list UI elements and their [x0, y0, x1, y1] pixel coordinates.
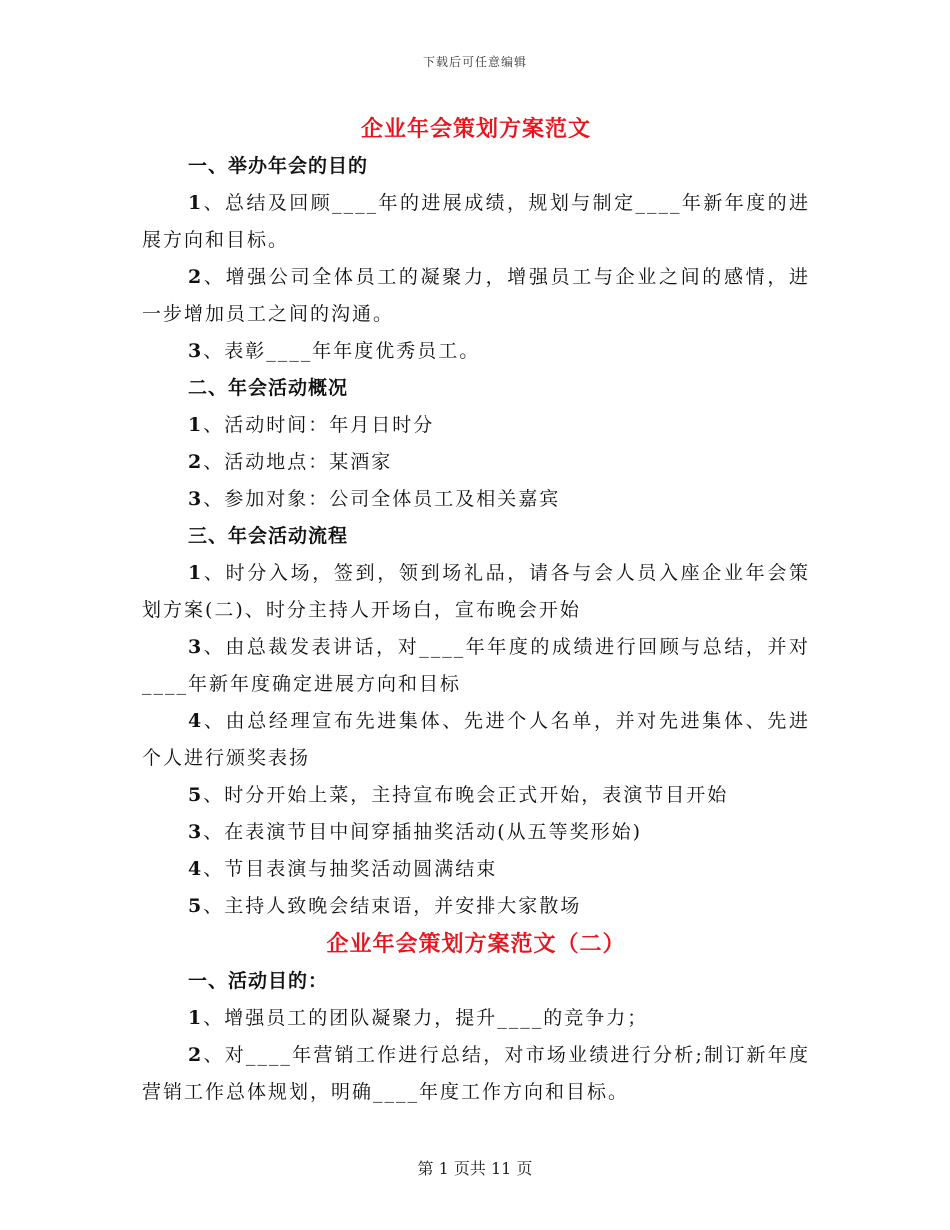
header-note: 下载后可任意编辑 [422, 55, 527, 69]
item-number: 5 [188, 895, 204, 917]
item-number: 1 [188, 1007, 204, 1029]
paragraph [142, 1000, 810, 1037]
paragraph [142, 888, 810, 925]
item-text: 、节目表演与抽奖活动圆满结束 [203, 858, 498, 880]
item-number: 3 [188, 821, 204, 843]
item-text: 、由总裁发表讲话，对____年年度的成绩进行回顾与总结，并对____年新年度确定进展方向和目标 [142, 636, 810, 695]
document-title: 企业年会策划方案范文 [360, 116, 591, 142]
paragraph [142, 407, 810, 444]
item-number: 2 [188, 1044, 204, 1066]
item-text: 、在表演节目中间穿插抽奖活动(从五等奖形始) [203, 821, 643, 843]
paragraph [142, 703, 810, 777]
item-text: 、增强员工的团队凝聚力，提升____的竞争力； [203, 1007, 649, 1029]
item-number: 1 [188, 192, 204, 214]
paragraph [142, 333, 810, 370]
item-number: 4 [188, 710, 204, 732]
section-heading: 二、年会活动概况 [188, 377, 349, 399]
item-number: 4 [188, 858, 204, 880]
item-number: 3 [188, 636, 204, 658]
item-text: 、参加对象：公司全体员工及相关嘉宾 [203, 488, 561, 510]
item-text: 、总结及回顾____年的进展成绩，规划与制定____年新年度的进展方向和目标。 [142, 192, 810, 251]
item-number: 5 [188, 784, 204, 806]
item-text: 、时分开始上菜，主持宣布晚会正式开始，表演节目开始 [203, 784, 729, 806]
item-text: 、主持人致晚会结束语，并安排大家散场 [203, 895, 582, 917]
item-text: 、活动时间：年月日时分 [203, 414, 435, 436]
paragraph [142, 444, 810, 481]
page-number: 第 1 页共 11 页 [417, 1159, 533, 1178]
item-number: 3 [188, 340, 204, 362]
paragraph [142, 481, 810, 518]
item-number: 2 [188, 451, 204, 473]
item-text: 、活动地点：某酒家 [203, 451, 393, 473]
document-title-2: 企业年会策划方案范文（二） [326, 931, 626, 957]
item-number: 3 [188, 488, 204, 510]
item-number: 1 [188, 562, 204, 584]
item-text: 、对____年营销工作进行总结，对市场业绩进行分析;制订新年度营销工作总体规划，明确____年度工作方向和目标。 [142, 1044, 810, 1103]
paragraph [142, 1037, 810, 1111]
paragraph [142, 259, 810, 333]
paragraph [142, 851, 810, 888]
section-heading: 一、举办年会的目的 [188, 155, 369, 177]
document-body [142, 110, 810, 1111]
item-text: 、由总经理宣布先进集体、先进个人名单，并对先进集体、先进个人进行颁奖表扬 [142, 710, 810, 769]
section-heading: 三、年会活动流程 [188, 525, 349, 547]
item-number: 2 [188, 266, 204, 288]
item-number: 1 [188, 414, 204, 436]
paragraph [142, 777, 810, 814]
paragraph [142, 814, 810, 851]
section-heading: 一、活动目的： [188, 970, 329, 992]
paragraph [142, 555, 810, 629]
item-text: 、表彰____年年度优秀员工。 [203, 340, 481, 362]
item-text: 、时分入场，签到，领到场礼品，请各与会人员入座企业年会策划方案(二)、时分主持人开场白，宣布晚会开始 [142, 562, 810, 621]
paragraph [142, 629, 810, 703]
paragraph [142, 185, 810, 259]
item-text: 、增强公司全体员工的凝聚力，增强员工与企业之间的感情，进一步增加员工之间的沟通。 [142, 266, 810, 325]
